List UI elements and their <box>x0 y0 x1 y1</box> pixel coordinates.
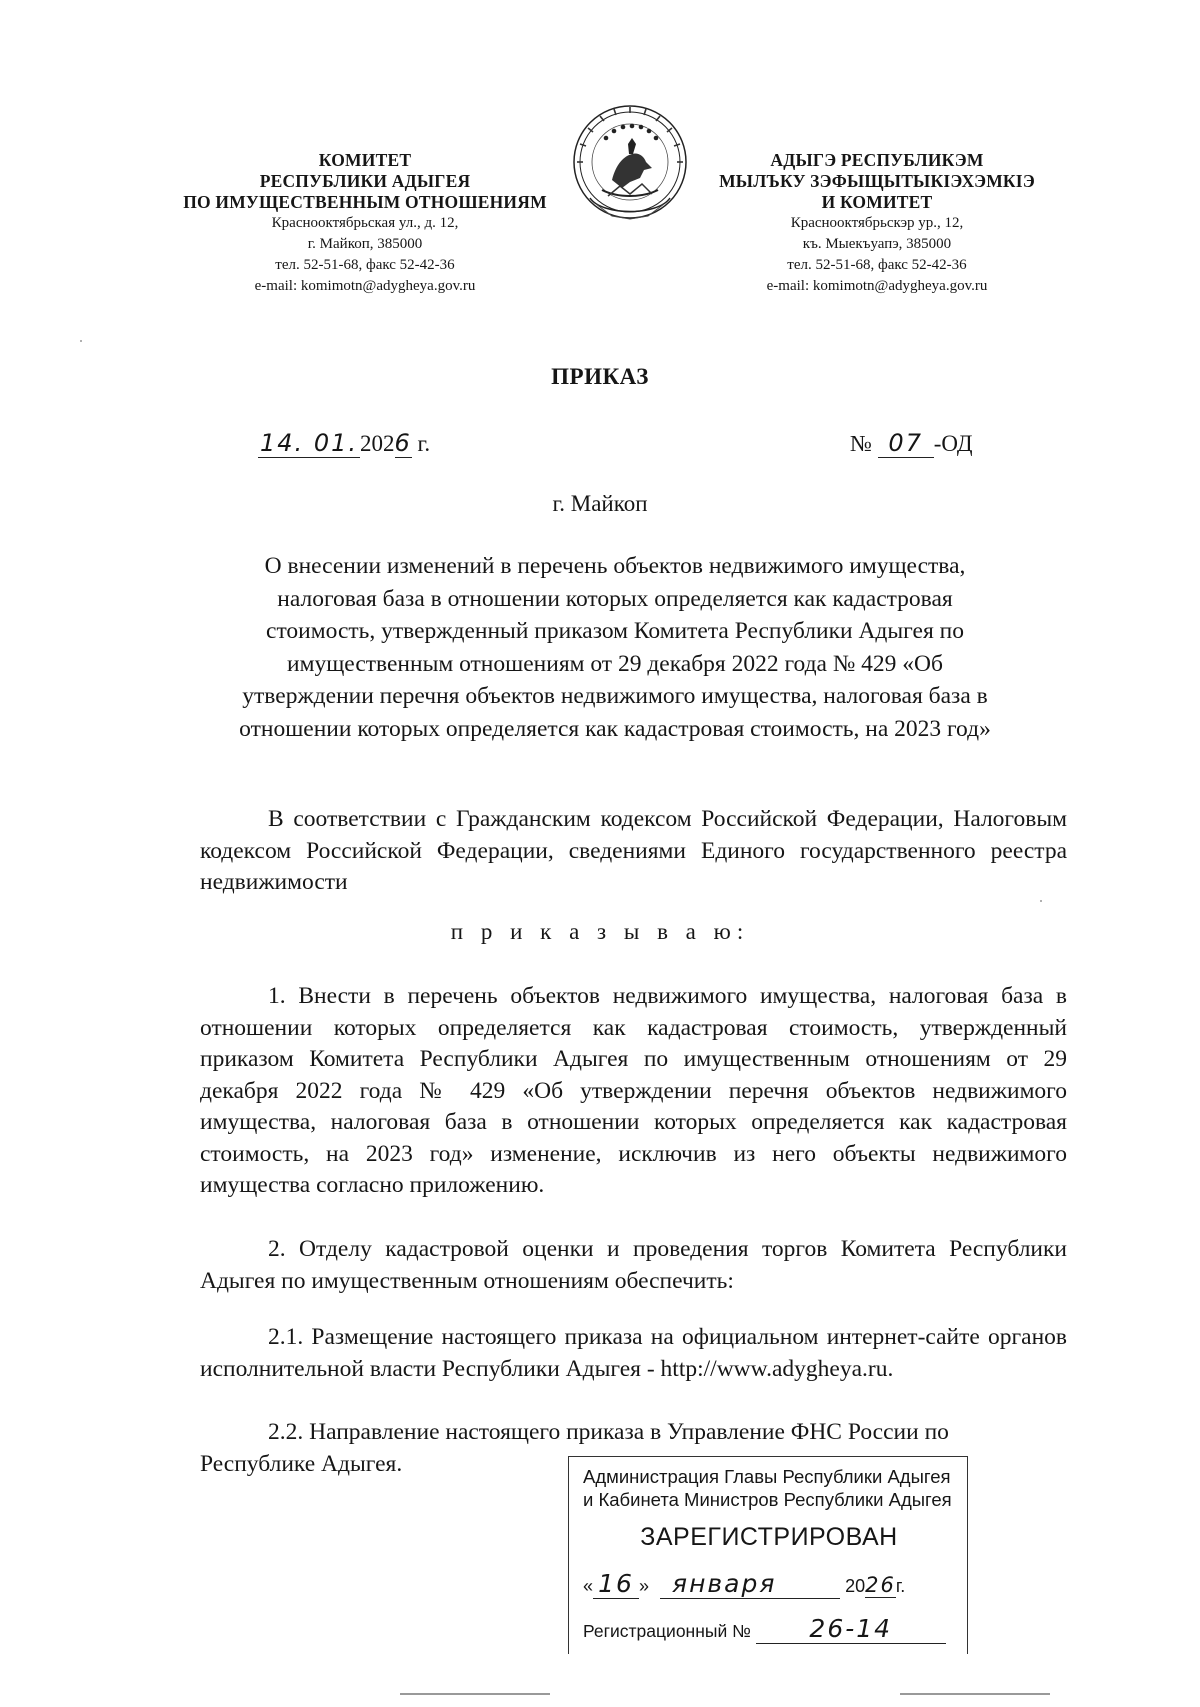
phone-ady: тел. 52-51-68, факс 52-42-36 <box>787 257 967 273</box>
item-2-2-line2: Республике Адыгея. <box>200 1451 403 1477</box>
stamp-year-suffix: г. <box>895 1576 906 1596</box>
committee-name-ady-line1: АДЫГЭ РЕСПУБЛИКЭМ <box>770 150 984 170</box>
coat-of-arms-icon <box>572 98 688 230</box>
order-year-handwritten: 6 <box>394 429 412 457</box>
stamp-regno <box>583 1614 946 1644</box>
stamp-quote-open: « <box>583 1576 594 1596</box>
preamble-paragraph: В соответствии с Гражданским кодексом Российской Федерации, Налоговым кодексом Российской Федерации, сведениями Единого государственного реестра недвижимости <box>200 806 1067 895</box>
subject-line: утверждении перечня объектов недвижимого имущества, налоговая база в <box>242 683 988 709</box>
order-number-handwritten: 07 <box>888 429 923 457</box>
item-2-1-paragraph: 2.1. Размещение настоящего приказа на официальном интернет-сайте органов исполнительной власти Республики Адыгея - http://www.adygheya.ru. <box>200 1324 1067 1382</box>
subject-line: налоговая база в отношении которых определяется как кадастровая <box>277 585 953 612</box>
registration-stamp <box>568 1456 968 1654</box>
item-2-paragraph: 2. Отделу кадастровой оценки и проведения торгов Комитета Республики Адыгея по имущественным отношениям обеспечить: <box>200 1236 1067 1294</box>
scan-artifact <box>400 1693 550 1695</box>
stamp-quote-close: » <box>639 1576 650 1596</box>
stamp-regno-label: Регистрационный № <box>583 1621 751 1641</box>
item-2-2-line1: 2.2. Направление настоящего приказа в Управление ФНС России по <box>268 1419 949 1445</box>
email-ru: e-mail: komimotn@adygheya.gov.ru <box>254 278 476 294</box>
order-subject <box>185 550 1045 745</box>
header-right-block <box>682 150 1072 297</box>
stamp-year-prefix: 20 <box>845 1576 866 1596</box>
order-word: п р и к а з ы в а ю: <box>450 919 750 944</box>
scan-artifact <box>900 1693 1050 1695</box>
address-ru-line2: г. Майкоп, 385000 <box>307 236 423 252</box>
order-year-suffix: г. <box>411 431 431 456</box>
document-title: ПРИКАЗ <box>551 364 649 389</box>
order-number-suffix: -ОД <box>933 431 973 456</box>
committee-name-ady-line3: И КОМИТЕТ <box>821 192 933 212</box>
subject-line: стоимость, утвержденный приказом Комитета Республики Адыгея по <box>266 618 964 644</box>
stamp-org <box>583 1465 952 1511</box>
item-1-paragraph: 1. Внести в перечень объектов недвижимого имущества, налоговая база в отношении которых определяется как кадастровая стоимость, утвержденный приказом Комитета Республики Адыгея по имущественным отношениям от 29 декабря 2022 года № 429 «Об утверждении перечня объектов недвижимого имущества, налоговая база в отношении которых определяется как кадастровая стоимость, на 2023 год» изменение, исключив из него объекты недвижимого имущества согласно приложению. <box>200 983 1067 1198</box>
stamp-regno-handwritten: 26-14 <box>809 1614 893 1643</box>
order-year-prefix: 202 <box>360 431 395 456</box>
address-ru-line1: Краснооктябрьская ул., д. 12, <box>271 215 459 231</box>
stamp-day-handwritten: 16 <box>598 1569 634 1598</box>
order-date <box>258 429 430 458</box>
header-left-block <box>175 150 555 297</box>
committee-name-ru-line1: КОМИТЕТ <box>318 150 412 170</box>
subject-line: имущественным отношениям от 29 декабря 2022 года № 429 «Об <box>287 650 943 677</box>
scan-artifact <box>1040 900 1042 902</box>
address-ady-line2: къ. Мыекъуапэ, 385000 <box>802 236 952 252</box>
phone-ru: тел. 52-51-68, факс 52-42-36 <box>275 257 455 273</box>
email-ady: e-mail: komimotn@adygheya.gov.ru <box>766 278 988 294</box>
subject-line: отношении которых определяется как кадастровая стоимость, на 2023 год» <box>239 715 991 742</box>
order-number-prefix: № <box>850 431 878 456</box>
committee-name-ady-line2: МЫЛЪКУ ЗЭФЫЩЫТЫКIЭХЭМКIЭ <box>719 171 1035 191</box>
scan-artifact <box>80 340 82 342</box>
stamp-status: ЗАРЕГИСТРИРОВАН <box>640 1523 898 1551</box>
stamp-year-handwritten: 26 <box>865 1573 896 1597</box>
address-ady-line1: Краснооктябрьскэр ур., 12, <box>790 215 964 231</box>
subject-line: О внесении изменений в перечень объектов недвижимого имущества, <box>264 553 966 579</box>
stamp-month-handwritten: января <box>672 1569 777 1598</box>
committee-name-ru-line3: ПО ИМУЩЕСТВЕННЫМ ОТНОШЕНИЯМ <box>183 192 547 212</box>
order-number <box>850 429 973 458</box>
committee-name-ru-line2: РЕСПУБЛИКИ АДЫГЕЯ <box>259 171 471 191</box>
stamp-org-line1: Администрация Главы Республики Адыгея <box>583 1466 951 1487</box>
order-date-handwritten: 14. 01. <box>260 429 358 457</box>
stamp-date <box>583 1569 905 1599</box>
order-city: г. Майкоп <box>552 491 648 516</box>
stamp-org-line2: и Кабинета Министров Республики Адыгея <box>583 1489 952 1510</box>
